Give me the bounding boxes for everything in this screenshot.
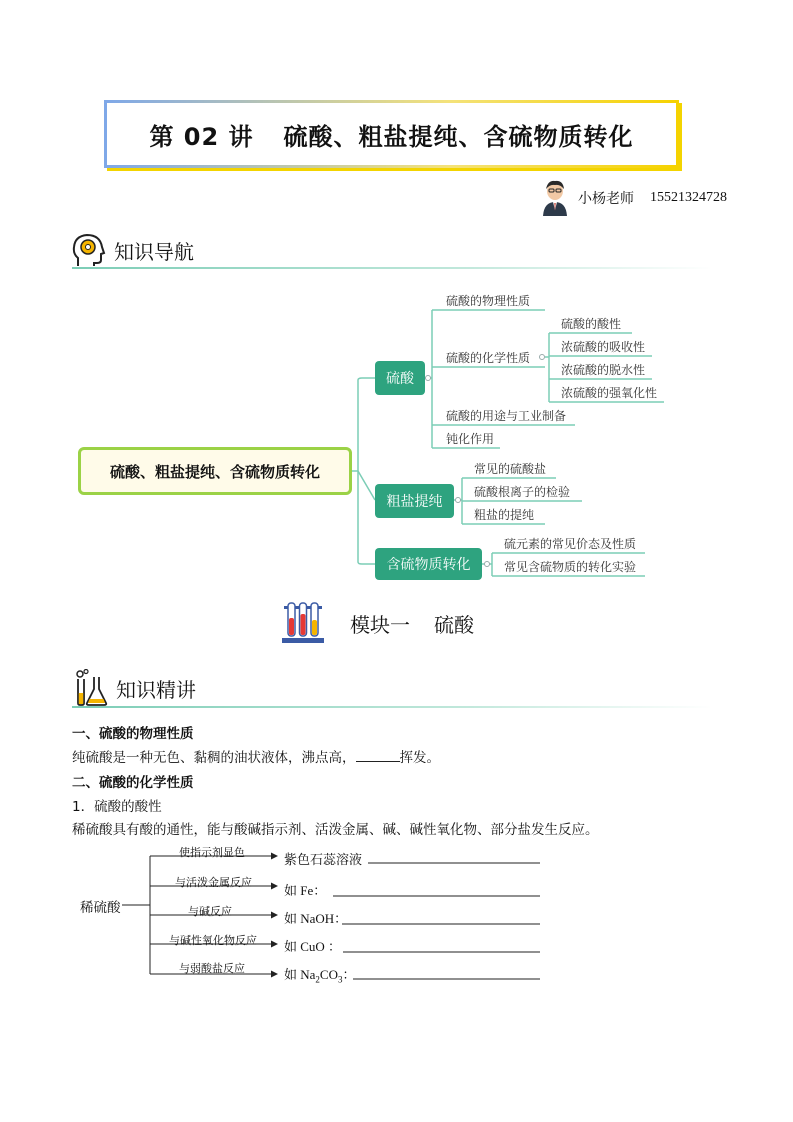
reaction-target: 如 CuO ： [284,939,342,954]
mindmap-leaf: 常见的硫酸盐 [474,462,547,476]
mindmap-subleaf: 浓硫酸的吸收性 [561,340,646,354]
mindmap-leaf: 硫酸的物理性质 [446,294,531,308]
module-topic: 硫酸 [434,612,474,637]
section-title-lecture: 知识精讲 [116,677,196,702]
arrow-label: 与碱反应 [188,906,232,918]
mindmap-branch-crude-salt: 粗盐提纯 [375,484,454,518]
mindmap-leaf: 硫酸根离子的检验 [474,485,571,499]
paragraph-acidity: 稀硫酸具有酸的通性，能与酸碱指示剂、活泼金属、碱、碱性氧化物、部分盐发生反应。 [72,822,599,838]
chemistry-flask-icon [72,669,108,707]
paragraph-physical-properties: 纯硫酸是一种无色、黏稠的油状液体，沸点高， 挥发。 [72,750,440,766]
section-divider-lecture [72,706,712,708]
mindmap-leaf: 常见含硫物质的转化实验 [504,560,637,574]
section-title-nav: 知识导航 [114,239,194,264]
arrow-label: 使指示剂显色 [179,847,245,859]
module-title [280,600,474,646]
mindmap-root: 硫酸、粗盐提纯、含硫物质转化 [78,447,352,495]
subheading-acidity: 1．硫酸的酸性 [72,799,162,815]
mindmap-leaf: 钝化作用 [446,432,495,446]
reaction-subject: 稀硫酸 [80,900,121,915]
reaction-target-na2co3: 如 $Na_2CO_3$： [284,967,356,985]
heading-physical-properties: 一、硫酸的物理性质 [72,726,194,742]
reaction-target: 如 NaOH： [284,911,348,926]
heading-chemical-properties: 二、硫酸的化学性质 [72,775,194,791]
reaction-target: 紫色石蕊溶液 [284,852,363,867]
mindmap-leaf: 硫酸的化学性质 [446,351,531,365]
mindmap-branch-sulfuric-acid: 硫酸 [375,361,425,395]
mindmap-subleaf: 硫酸的酸性 [561,317,622,331]
reaction-target: 如 Fe： [284,883,327,898]
section-header-lecture [72,668,196,708]
lesson-topic: 硫酸、粗盐提纯、含硫物质转化 [283,122,634,151]
teacher-phone: 15521324728 [650,190,727,205]
mindmap-leaf: 硫酸的用途与工业制备 [446,409,567,423]
module-name: 模块一 [350,612,410,637]
mindmap-leaf: 硫元素的常见价态及性质 [504,537,637,551]
teacher-name: 小杨老师 [578,191,634,207]
lesson-number: 第 02 讲 [149,122,254,151]
mindmap-branch-sulfur-conversion: 含硫物质转化 [375,548,482,580]
fill-blank[interactable] [356,749,400,762]
arrow-label: 与弱酸盐反应 [179,963,245,975]
arrow-label: 与碱性氧化物反应 [169,935,257,947]
mindmap-subleaf: 浓硫酸的脱水性 [561,363,646,377]
test-tube-rack-icon [280,600,326,646]
arrow-label: 与活泼金属反应 [175,877,252,889]
mindmap-subleaf: 浓硫酸的强氧化性 [561,386,658,400]
mindmap-leaf: 粗盐的提纯 [474,508,535,522]
